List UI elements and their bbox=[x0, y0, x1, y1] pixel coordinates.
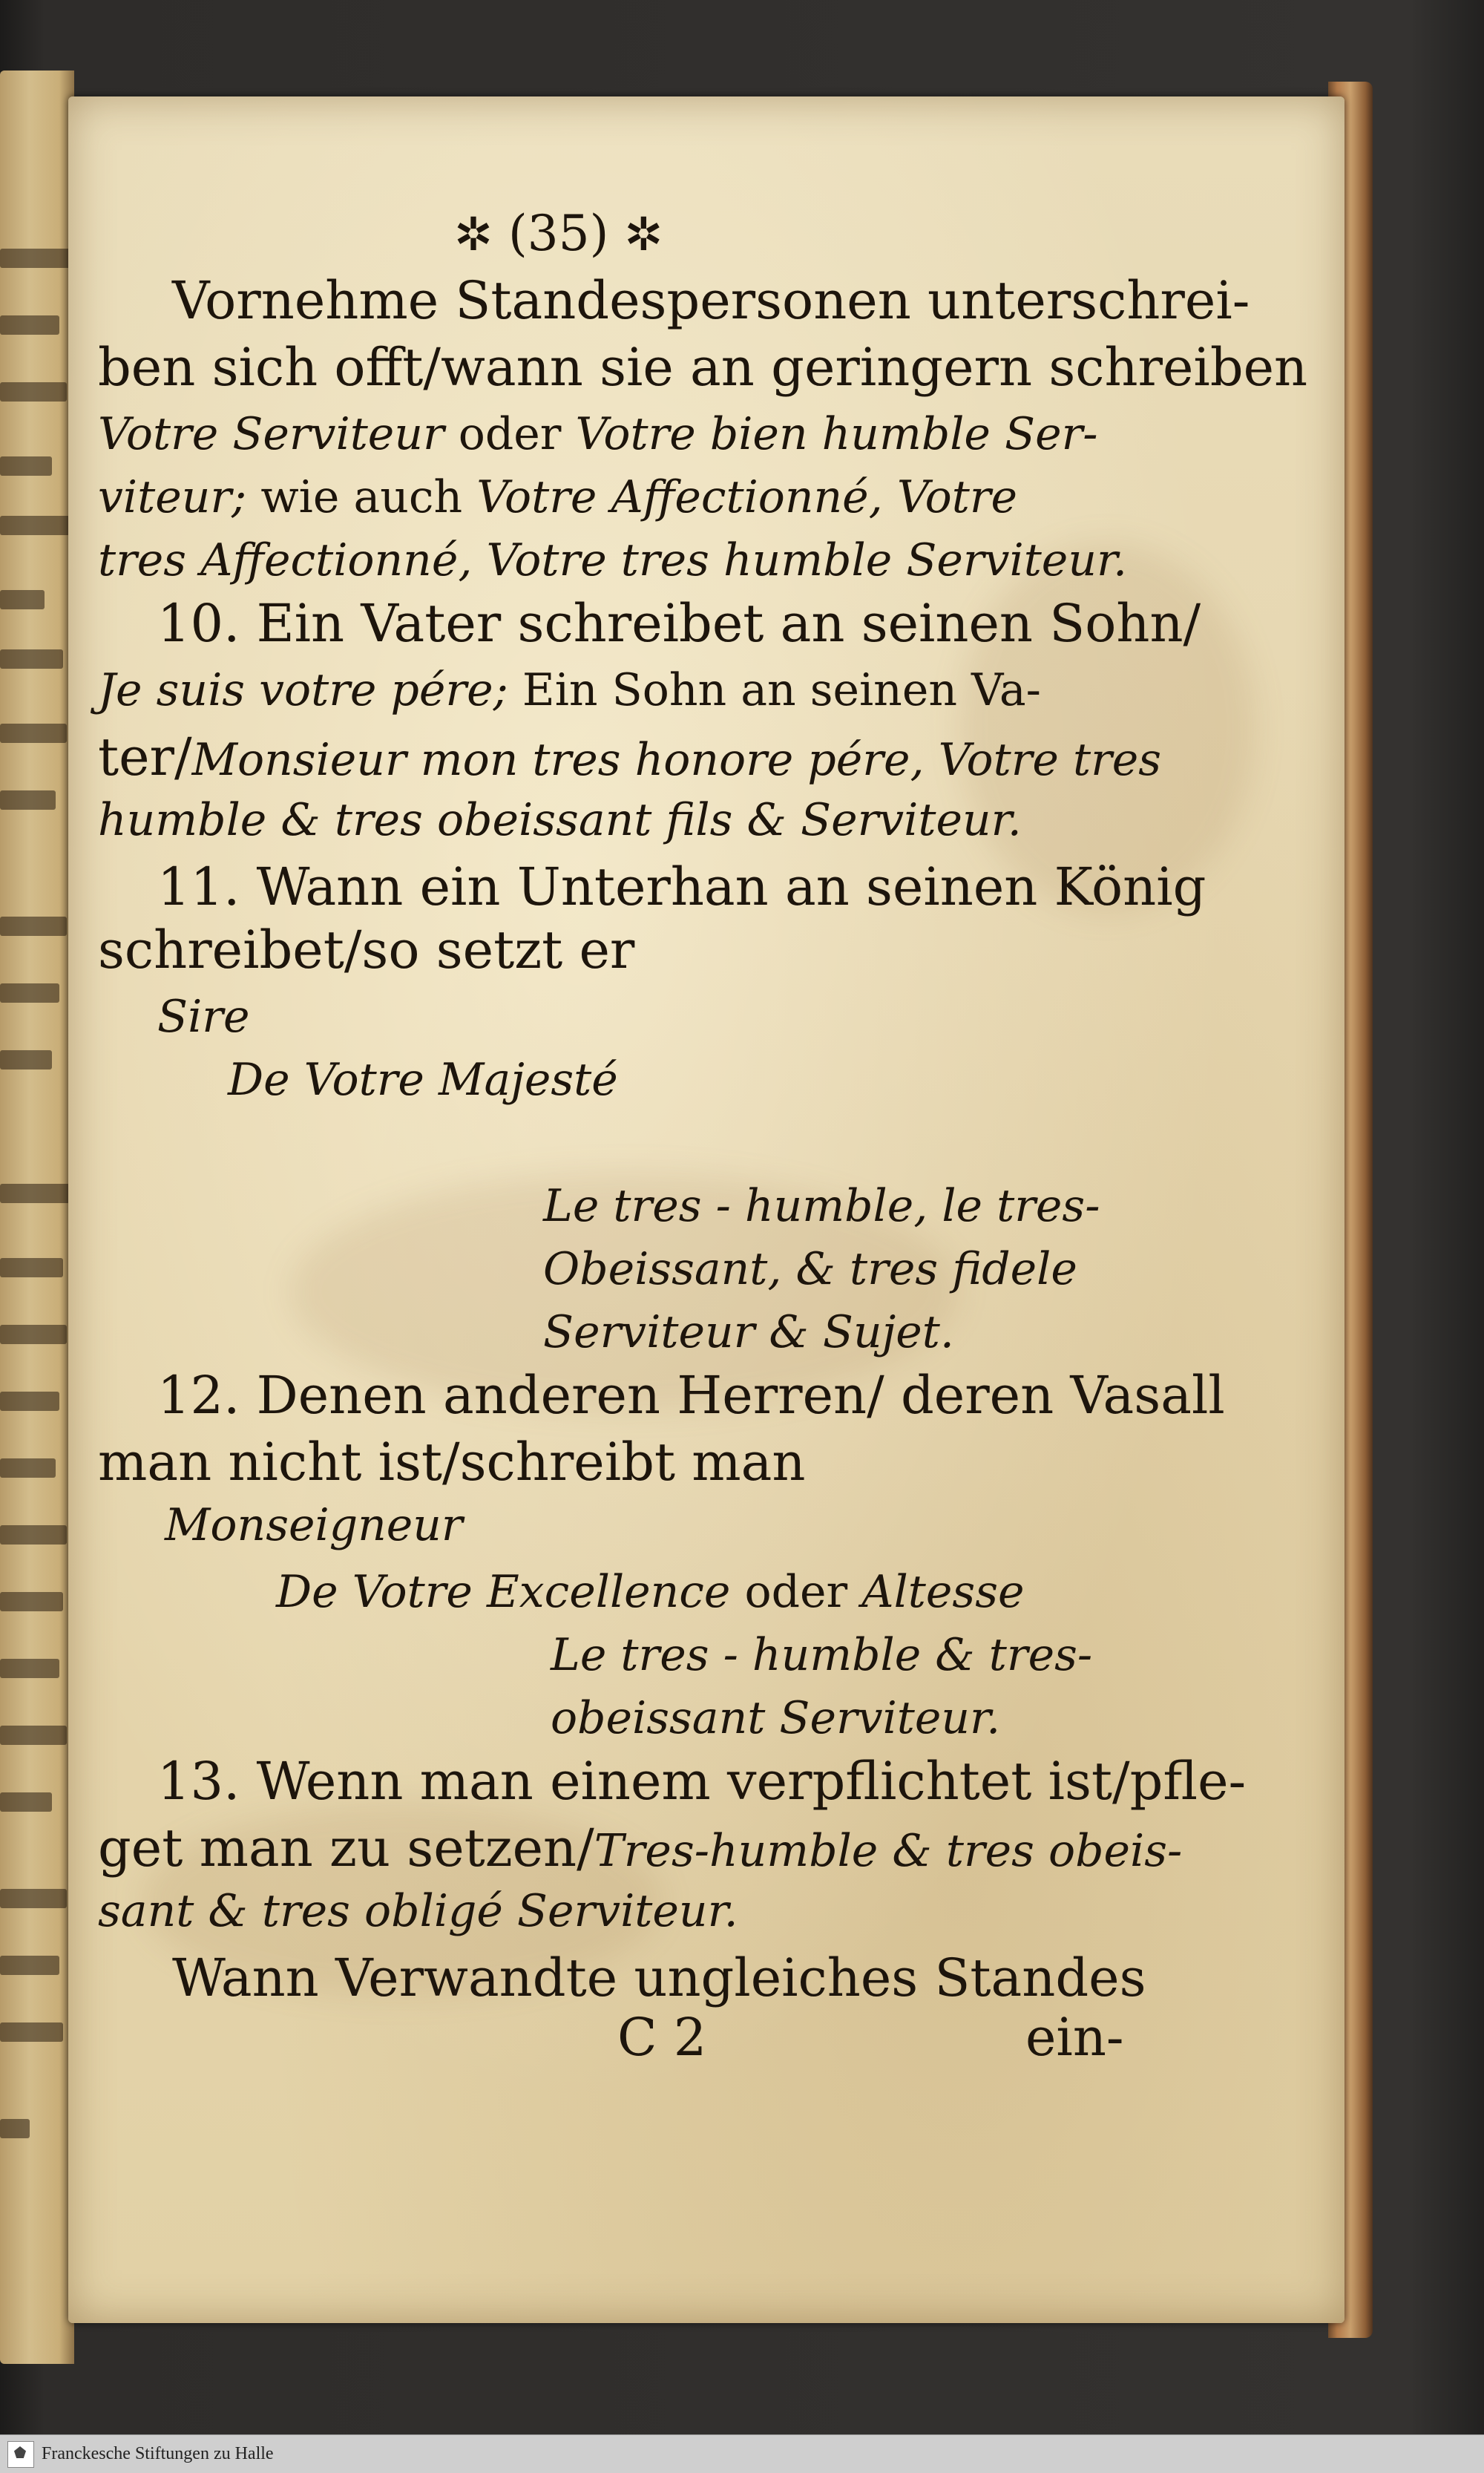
text-line: 10. Ein Vater schreibet an seinen Sohn/ bbox=[157, 593, 1201, 654]
text-line: 13. Wenn man einem verpflichtet ist/pfle- bbox=[157, 1751, 1247, 1812]
signature-mark: C 2 bbox=[617, 2007, 707, 2068]
address-formula: De Votre Excellence oder Altesse bbox=[276, 1566, 1025, 1618]
closing-formula: Obeissant, & tres fidele bbox=[543, 1243, 1077, 1295]
text-line: Vornehme Standespersonen unterschrei- bbox=[172, 270, 1250, 331]
library-logo-icon bbox=[7, 2441, 34, 2468]
adjacent-page-edge bbox=[0, 71, 74, 2364]
text-line: viteur; wie auch Votre Affectionné, Votre bbox=[98, 471, 1018, 523]
address-salutation: Monseigneur bbox=[165, 1499, 463, 1551]
book-page bbox=[68, 96, 1345, 2323]
closing-formula: Serviteur & Sujet. bbox=[543, 1306, 954, 1358]
text-line: schreibet/so setzt er bbox=[98, 920, 635, 980]
text-line: tres Affectionné, Votre tres humble Serviteur. bbox=[98, 534, 1128, 586]
footer-bar bbox=[0, 2434, 1484, 2473]
catchword: ein- bbox=[1025, 2007, 1124, 2068]
text-line: Je suis votre pére; Ein Sohn an seinen Va- bbox=[98, 664, 1041, 716]
text-line: 12. Denen anderen Herren/ deren Vasall bbox=[157, 1365, 1225, 1426]
text-line: man nicht ist/schreibt man bbox=[98, 1432, 806, 1493]
running-head bbox=[454, 205, 663, 262]
closing-formula: obeissant Serviteur. bbox=[551, 1692, 1001, 1744]
text-line: humble & tres obeissant fils & Serviteur. bbox=[98, 794, 1022, 846]
text-line: ben sich offt/wann sie an geringern schreiben bbox=[98, 337, 1308, 398]
page-number: (35) bbox=[508, 205, 609, 262]
fleuron-left-icon: ✲ bbox=[454, 207, 493, 261]
address-formula: De Votre Majesté bbox=[228, 1054, 618, 1106]
closing-formula: Le tres - humble, le tres- bbox=[543, 1180, 1100, 1232]
closing-formula: Le tres - humble & tres- bbox=[551, 1629, 1093, 1681]
text-line: Wann Verwandte ungleiches Standes bbox=[172, 1948, 1146, 2008]
text-line: Votre Serviteur oder Votre bien humble Ser- bbox=[98, 408, 1098, 460]
address-salutation: Sire bbox=[157, 991, 250, 1043]
fleuron-right-icon: ✲ bbox=[624, 207, 663, 261]
text-line: ter/Monsieur mon tres honore pére, Votre tres bbox=[98, 727, 1162, 787]
footer-credit: Franckesche Stiftungen zu Halle bbox=[42, 2444, 274, 2463]
text-line: 11. Wann ein Unterhan an seinen König bbox=[157, 856, 1206, 917]
text-line: get man zu setzen/Tres-humble & tres obeis- bbox=[98, 1818, 1183, 1879]
text-line: sant & tres obligé Serviteur. bbox=[98, 1885, 738, 1937]
